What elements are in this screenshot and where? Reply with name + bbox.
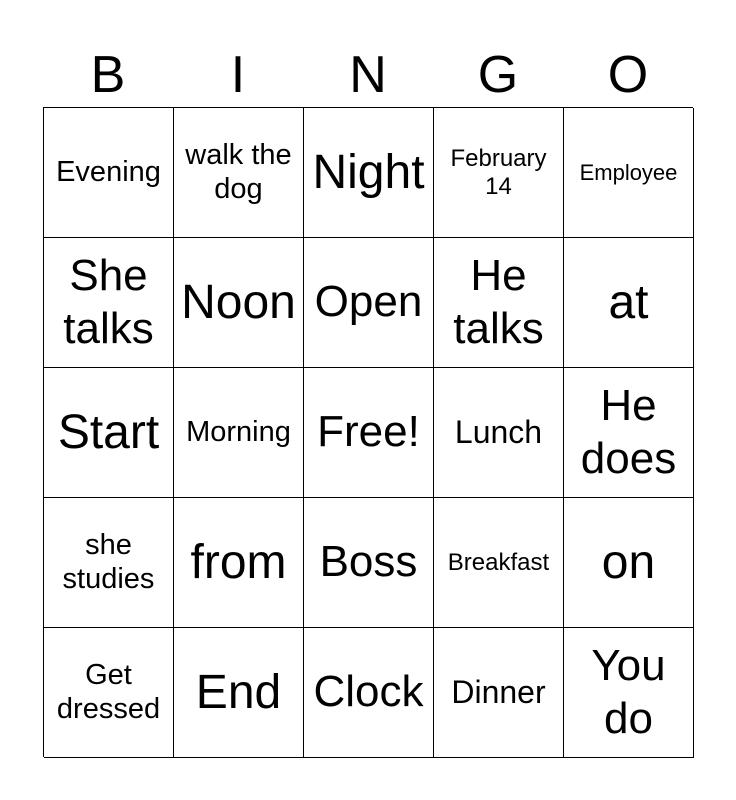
bingo-cell[interactable] [174,108,304,238]
bingo-cell[interactable] [44,628,174,758]
cell-label: Noon [181,275,296,329]
cell-label: She talks [63,250,154,353]
bingo-cell[interactable] [434,108,564,238]
bingo-cell[interactable] [434,498,564,628]
cell-label: February 14 [450,144,547,200]
cell-label: Clock [313,667,424,717]
bingo-cell[interactable] [434,368,564,498]
cell-label: Dinner [451,674,546,711]
cell-label: walk the dog [185,139,292,205]
bingo-cell[interactable] [564,238,694,368]
bingo-cell[interactable] [174,238,304,368]
cell-label: Open [314,277,423,327]
bingo-header [43,42,693,108]
header-letter-b: B [90,46,126,104]
bingo-cell[interactable] [44,108,174,238]
bingo-cell[interactable] [564,628,694,758]
cell-label: Employee [579,159,678,185]
cell-label: Free! [317,407,420,457]
bingo-cell[interactable] [174,628,304,758]
bingo-cell[interactable] [304,368,434,498]
bingo-cell[interactable] [174,368,304,498]
bingo-cell[interactable] [304,108,434,238]
bingo-cell[interactable] [44,498,174,628]
bingo-cell[interactable] [304,498,434,628]
cell-label: You do [591,640,666,743]
bingo-cell[interactable] [564,368,694,498]
bingo-cell[interactable] [44,368,174,498]
bingo-cell[interactable] [174,498,304,628]
cell-label: End [195,665,282,719]
cell-label: He talks [453,250,544,353]
bingo-cell[interactable] [434,238,564,368]
cell-label: Get dressed [56,659,161,725]
cell-label: from [190,535,287,589]
cell-label: Evening [56,155,161,188]
header-letter-g: G [477,46,519,104]
header-letter-i: I [230,46,246,104]
bingo-cell[interactable] [564,498,694,628]
cell-label: Start [57,405,160,459]
cell-label: on [601,535,656,589]
cell-label: Lunch [454,414,543,451]
bingo-cell[interactable] [304,628,434,758]
cell-label: He does [580,380,677,483]
header-letter-n: N [349,46,387,104]
cell-label: she studies [62,529,155,595]
cell-label: Boss [319,537,418,587]
bingo-cell[interactable] [564,108,694,238]
bingo-card [43,107,693,757]
cell-label: Breakfast [447,548,550,576]
bingo-cell[interactable] [434,628,564,758]
cell-label: Night [312,145,425,199]
cell-label: Morning [186,415,291,448]
bingo-cell[interactable] [44,238,174,368]
header-letter-o: O [607,46,649,104]
bingo-cell[interactable] [304,238,434,368]
cell-label: at [608,275,649,329]
